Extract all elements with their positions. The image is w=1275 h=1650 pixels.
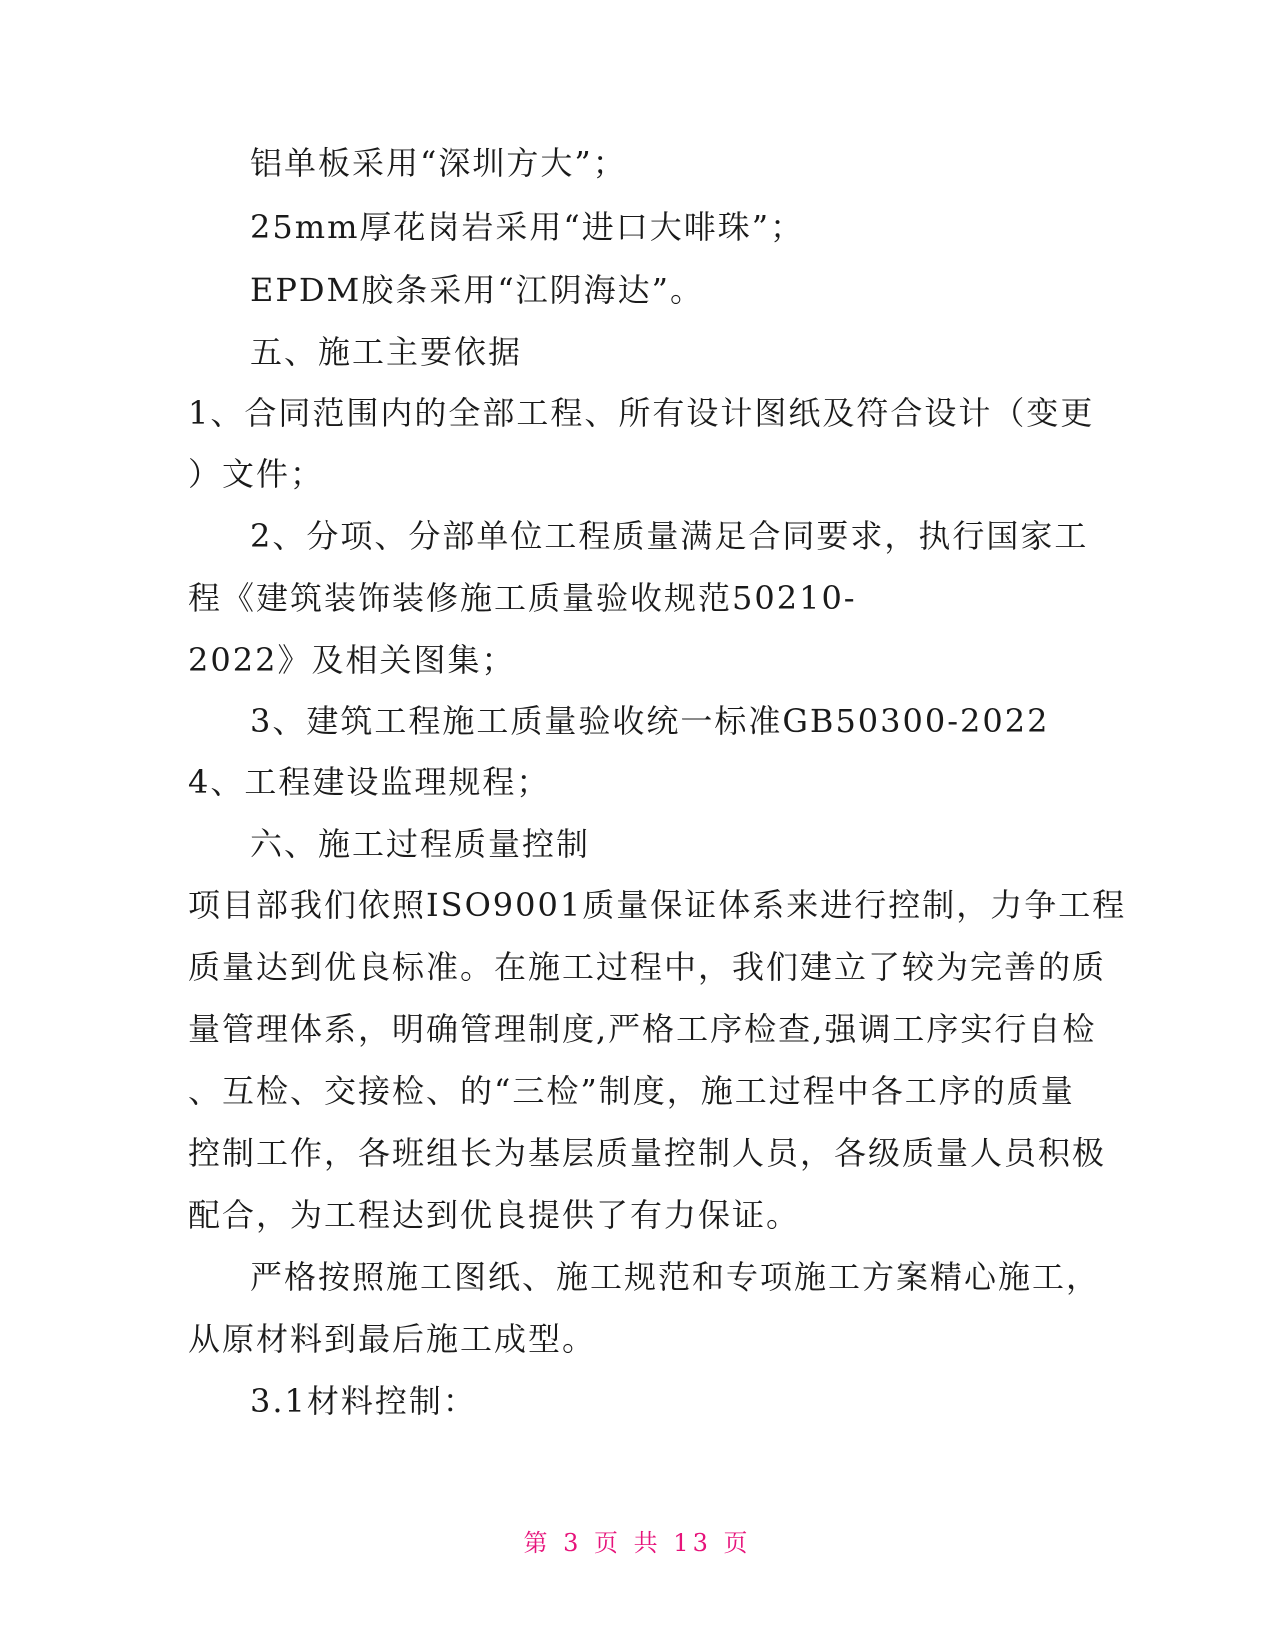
section-heading-basis: 五、施工主要依据 <box>250 333 523 371</box>
text-line-qc-2: 质量达到优良标准。在施工过程中，我们建立了较为完善的质 <box>188 948 1107 986</box>
text-line-basis-2: 2、分项、分部单位工程质量满足合同要求，执行国家工 <box>250 517 1089 555</box>
text-line-granite: 25mm厚花岗岩采用“进口大啡珠”； <box>250 208 805 246</box>
text-line-qc-5: 控制工作，各班组长为基层质量控制人员，各级质量人员积极 <box>188 1134 1107 1172</box>
page-footer: 第 3 页 共 13 页 <box>523 1529 752 1557</box>
text-line-basis-3: 3、建筑工程施工质量验收统一标准GB50300-2022 <box>250 702 1050 740</box>
text-line-epdm: EPDM胶条采用“江阴海达”。 <box>250 271 705 309</box>
text-line-basis-1-cont: ）文件； <box>188 455 325 493</box>
subsection-heading-material-control: 3.1材料控制： <box>250 1382 477 1420</box>
text-line-basis-2-end: 2022》及相关图集； <box>188 641 516 679</box>
text-line-qc-4: 、互检、交接检、的“三检”制度，施工过程中各工序的质量 <box>188 1072 1075 1110</box>
text-line-qc-6: 配合，为工程达到优良提供了有力保证。 <box>188 1196 801 1234</box>
text-line-basis-1: 1、合同范围内的全部工程、所有设计图纸及符合设计（变更 <box>188 394 1095 432</box>
text-line-qc-3: 量管理体系，明确管理制度,严格工序检查,强调工序实行自检 <box>188 1010 1097 1048</box>
text-line-strict-1: 严格按照施工图纸、施工规范和专项施工方案精心施工， <box>250 1258 1101 1296</box>
text-line-basis-2-cont: 程《建筑装饰装修施工质量验收规范50210- <box>188 579 857 617</box>
text-line-aluminum-panel: 铝单板采用“深圳方大”； <box>250 144 627 182</box>
section-heading-quality-control: 六、施工过程质量控制 <box>250 825 591 863</box>
text-line-basis-4: 4、工程建设监理规程； <box>188 763 551 801</box>
text-line-qc-1: 项目部我们依照ISO9001质量保证体系来进行控制，力争工程 <box>188 886 1127 924</box>
text-line-strict-2: 从原材料到最后施工成型。 <box>188 1320 597 1358</box>
